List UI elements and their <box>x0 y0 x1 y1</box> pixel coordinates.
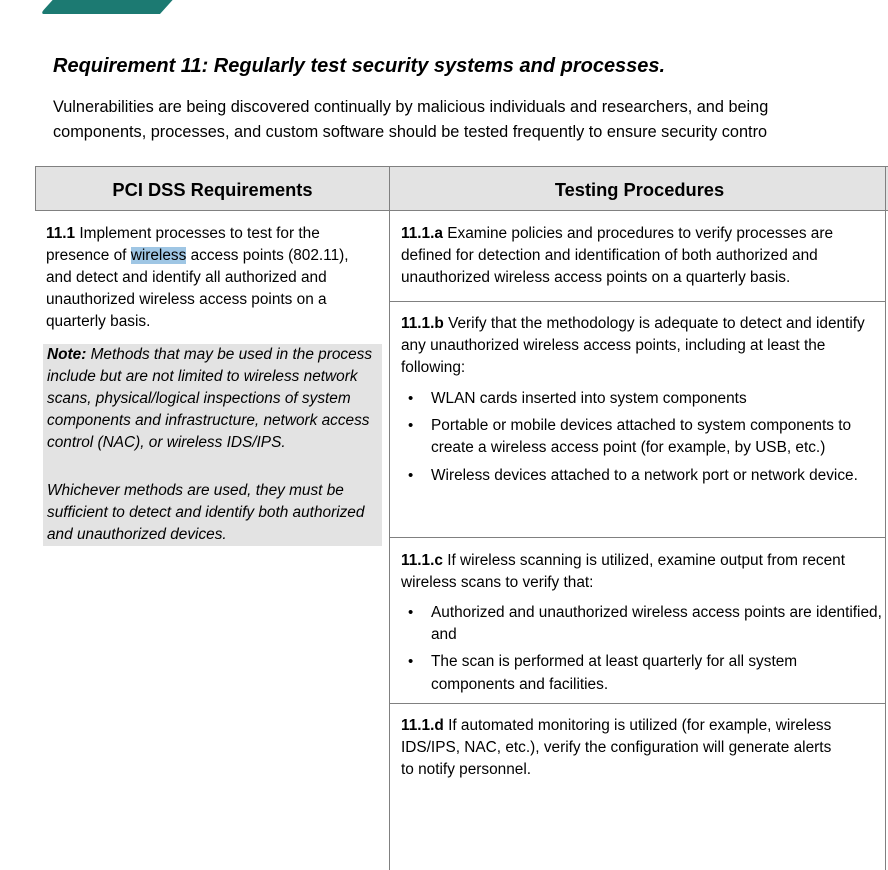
procedure-11-1-c <box>401 550 881 594</box>
table-border-top <box>35 166 888 167</box>
requirement-number: 11.1 <box>46 225 76 242</box>
procedure-id: 11.1.b <box>401 315 444 332</box>
procedure-text: Examine policies and procedures to verify processes are defined for detection and identification of both authorized and unauthorized wireless access points on a quarterly basis. <box>401 225 834 287</box>
procedure-id: 11.1.d <box>401 717 444 734</box>
page-heading: Requirement 11: Regularly test security systems and processes. <box>53 55 666 77</box>
requirement-text-cont: access points (802.11), and detect and identify all authorized and unauthorized wireless access points on a quarterly basis. <box>46 247 349 330</box>
bullet-icon: • <box>408 466 414 484</box>
note-label: Note: <box>47 346 87 363</box>
table-border-right <box>885 166 886 870</box>
requirement-text: Implement processes to test for the presence of <box>46 225 320 264</box>
bullet-icon: • <box>408 653 414 671</box>
bullet-icon: • <box>408 417 414 435</box>
bullet-icon: • <box>408 604 414 621</box>
note-text: Methods that may be used in the process include but are not limited to wireless network scans, physical/logical inspections of system components and infrastructure, network access control (NAC), or wireless IDS/IPS. <box>47 346 373 451</box>
column-header-testing-procedures: Testing Procedures <box>554 179 725 200</box>
procedure-text: If wireless scanning is utilized, examine output from recent wireless scans to verify that: <box>401 552 846 592</box>
list-item: • Wireless devices attached to a network port or network device. <box>401 465 888 487</box>
procedure-11-1-d <box>401 715 841 782</box>
procedure-id: 11.1.a <box>401 225 443 242</box>
procedure-11-1-a <box>401 223 881 290</box>
procedure-id: 11.1.c <box>401 552 443 569</box>
table-border-header <box>35 210 888 211</box>
intro-paragraph <box>53 95 888 144</box>
list-item: • Authorized and unauthorized wireless access points are identified, and <box>408 604 882 644</box>
procedure-text: If automated monitoring is utilized (for example, wireless IDS/IPS, NAC, etc.), verify the configuration will generate alerts to notify personnel. <box>401 717 832 779</box>
note-paragraph-1 <box>47 344 387 454</box>
requirement-11-1 <box>46 223 376 333</box>
table-border-left <box>35 166 36 211</box>
list-item: • The scan is performed at least quarterly for all system components and facilities. <box>408 653 798 693</box>
highlighted-search-term: wireless <box>130 247 187 264</box>
logo-corner <box>40 0 196 14</box>
bullet-icon: • <box>408 390 414 407</box>
procedure-text: Verify that the methodology is adequate to detect and identify any unauthorized wireless access points, including at least the following: <box>401 315 865 377</box>
row-divider-1 <box>390 301 886 302</box>
table-column-divider <box>389 166 390 870</box>
column-header-requirements: PCI DSS Requirements <box>112 179 313 200</box>
procedure-11-1-c-bullets <box>401 602 881 696</box>
intro-line-1: Vulnerabilities are being discovered continually by malicious individuals and researchers, and being <box>53 98 769 116</box>
note-paragraph-2: Whichever methods are used, they must be sufficient to detect and identify both authorized and unauthorized devices. <box>47 482 365 543</box>
row-divider-3 <box>390 703 886 704</box>
procedure-11-1-b-bullets <box>401 388 881 487</box>
row-divider-2 <box>390 537 886 538</box>
list-item: • Portable or mobile devices attached to system components to create a wireless access point (for example, by USB, etc.) <box>408 417 852 457</box>
list-item: • WLAN cards inserted into system components <box>401 388 871 410</box>
intro-line-2: components, processes, and custom software should be tested frequently to ensure security contro <box>53 122 768 141</box>
procedure-11-1-b <box>401 313 881 380</box>
